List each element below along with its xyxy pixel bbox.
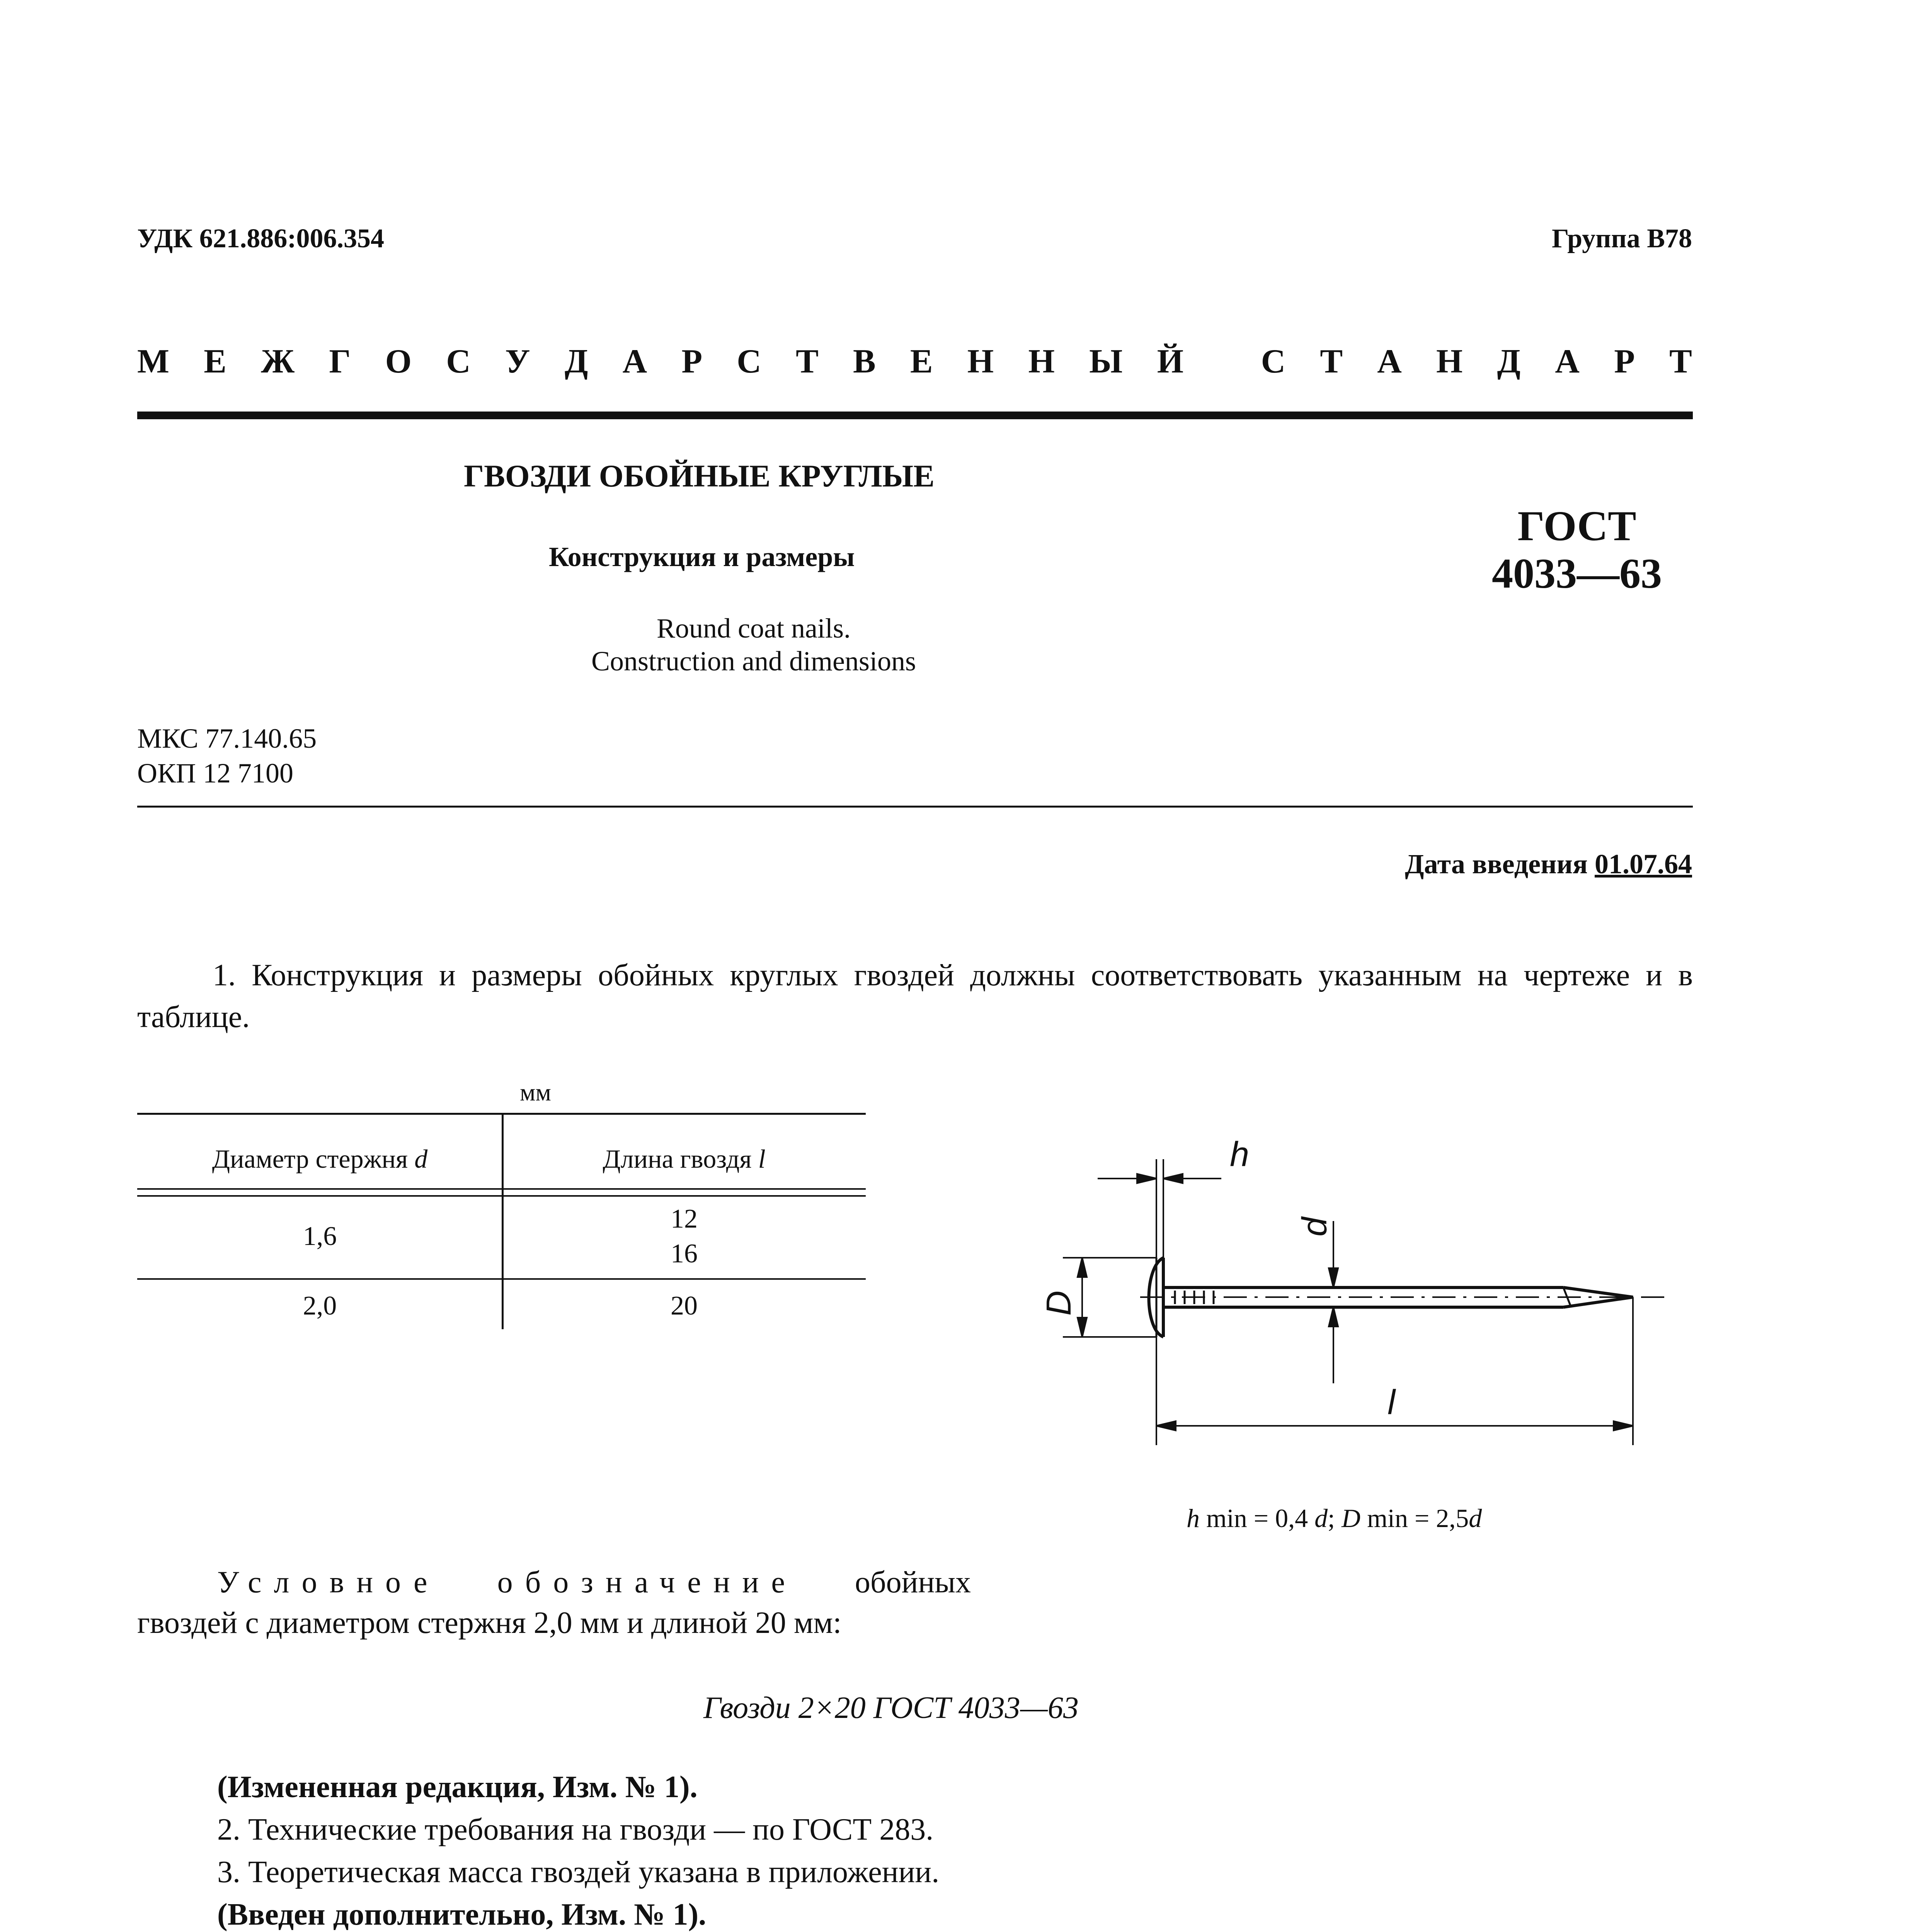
table-row-2-diameter: 2,0 xyxy=(303,1291,337,1321)
gost-number xyxy=(1430,502,1724,597)
d-arrow-top xyxy=(1329,1268,1338,1287)
interstate-letter: У xyxy=(505,343,530,380)
interstate-letter: С xyxy=(1261,343,1286,380)
D-arrow-top xyxy=(1078,1258,1087,1277)
interstate-letter: Г xyxy=(329,343,351,380)
interstate-letter: Т xyxy=(796,343,819,380)
d-label: d xyxy=(1296,1217,1334,1236)
interstate-letter: Н xyxy=(1436,343,1463,380)
designation-word-2: обозначение xyxy=(497,1565,797,1599)
interstate-letter: Й xyxy=(1157,343,1184,380)
interstate-letter: М xyxy=(137,343,170,380)
introduction-date-label: Дата введения xyxy=(1405,849,1588,879)
designation-intro-line2: гвоздей с диаметром стержня 2,0 мм и длиной 20 мм: xyxy=(137,1606,842,1640)
paragraph-1: 1. Конструкция и размеры обойных круглых гвоздей должны соответствовать указанным на чертеже и в таблице. xyxy=(137,958,1693,1034)
interstate-letter: Ж xyxy=(261,343,295,380)
edition-note-2: (Введен дополнительно, Изм. № 1). xyxy=(217,1898,707,1932)
document-subtitle: Конструкция и размеры xyxy=(549,541,855,572)
D-arrow-bottom xyxy=(1078,1318,1087,1337)
interstate-letter: О xyxy=(385,343,412,380)
table-header-diameter xyxy=(137,1144,502,1174)
interstate-gap xyxy=(1218,342,1226,381)
paragraph-3: 3. Теоретическая масса гвоздей указана в приложении. xyxy=(217,1855,940,1889)
designation-word-3: обойных xyxy=(855,1565,971,1599)
interstate-letter: С xyxy=(446,343,471,380)
l-arrow-right xyxy=(1614,1421,1633,1430)
table-row-1-length-a: 12 xyxy=(671,1204,698,1234)
interstate-letter: Р xyxy=(1614,343,1635,380)
interstate-letter: Т xyxy=(1669,343,1692,380)
designation-example: Гвозди 2×20 ГОСТ 4033—63 xyxy=(703,1691,1079,1725)
D-label: D xyxy=(1040,1291,1078,1316)
header-thick-rule xyxy=(137,412,1693,419)
codes-rule xyxy=(137,806,1693,808)
table-row-rule xyxy=(137,1278,866,1280)
h-arrow-left xyxy=(1137,1174,1156,1183)
interstate-letter: А xyxy=(1555,343,1580,380)
mks-code: МКС 77.140.65 xyxy=(137,723,317,754)
designation-intro-line1 xyxy=(217,1565,971,1600)
english-title-line2: Construction and dimensions xyxy=(591,646,916,677)
d-arrow-bottom xyxy=(1329,1307,1338,1327)
interstate-letter: А xyxy=(1377,343,1402,380)
table-row-1-length-b: 16 xyxy=(671,1239,698,1269)
interstate-letter: С xyxy=(737,343,761,380)
table-row-2-length: 20 xyxy=(671,1291,698,1321)
drawing-formula: h min = 0,4 d; D min = 2,5d xyxy=(1187,1503,1482,1533)
interstate-letter: Д xyxy=(1497,343,1521,380)
udk-code: УДК 621.886:006.354 xyxy=(137,224,385,253)
table-header-rule-2 xyxy=(137,1195,866,1197)
okp-code: ОКП 12 7100 xyxy=(137,758,294,789)
table-unit: мм xyxy=(520,1078,551,1106)
h-arrow-right xyxy=(1163,1174,1183,1183)
nail-drawing xyxy=(1013,1105,1708,1472)
introduction-date-value: 01.07.64 xyxy=(1595,849,1692,879)
interstate-letter: Н xyxy=(967,343,994,380)
l-arrow-left xyxy=(1156,1421,1176,1430)
designation-word-1: Условное xyxy=(217,1565,440,1599)
interstate-letter: А xyxy=(622,343,647,380)
table-header-length-text: Длина гвоздя l xyxy=(603,1144,766,1173)
l-label: l xyxy=(1388,1383,1395,1422)
table-header-diameter-text: Диаметр стержня d xyxy=(212,1144,428,1173)
h-label: h xyxy=(1230,1135,1250,1174)
gost-label: ГОСТ xyxy=(1517,502,1636,549)
edition-note-1: (Измененная редакция, Изм. № 1). xyxy=(217,1770,698,1804)
interstate-letter: Е xyxy=(910,343,933,380)
english-title-line1: Round coat nails. xyxy=(657,613,851,644)
interstate-letter: Ы xyxy=(1089,343,1123,380)
interstate-letter: В xyxy=(853,343,876,380)
interstate-letter: Д xyxy=(564,343,588,380)
interstate-letter: Е xyxy=(204,343,226,380)
table-header-rule-1 xyxy=(137,1188,866,1190)
gost-code: 4033—63 xyxy=(1492,550,1662,597)
interstate-letter: Н xyxy=(1028,343,1055,380)
group-code: Группа В78 xyxy=(1552,224,1692,253)
document-title: ГВОЗДИ ОБОЙНЫЕ КРУГЛЫЕ xyxy=(464,458,935,493)
table-row-1-diameter: 1,6 xyxy=(303,1221,337,1251)
interstate-standard-heading xyxy=(137,342,1692,381)
introduction-date xyxy=(1405,848,1692,880)
interstate-letter: Р xyxy=(681,343,703,380)
interstate-letter: Т xyxy=(1320,343,1343,380)
paragraph-2: 2. Технические требования на гвозди — по ГОСТ 283. xyxy=(217,1813,934,1847)
table-header-length xyxy=(502,1144,866,1174)
